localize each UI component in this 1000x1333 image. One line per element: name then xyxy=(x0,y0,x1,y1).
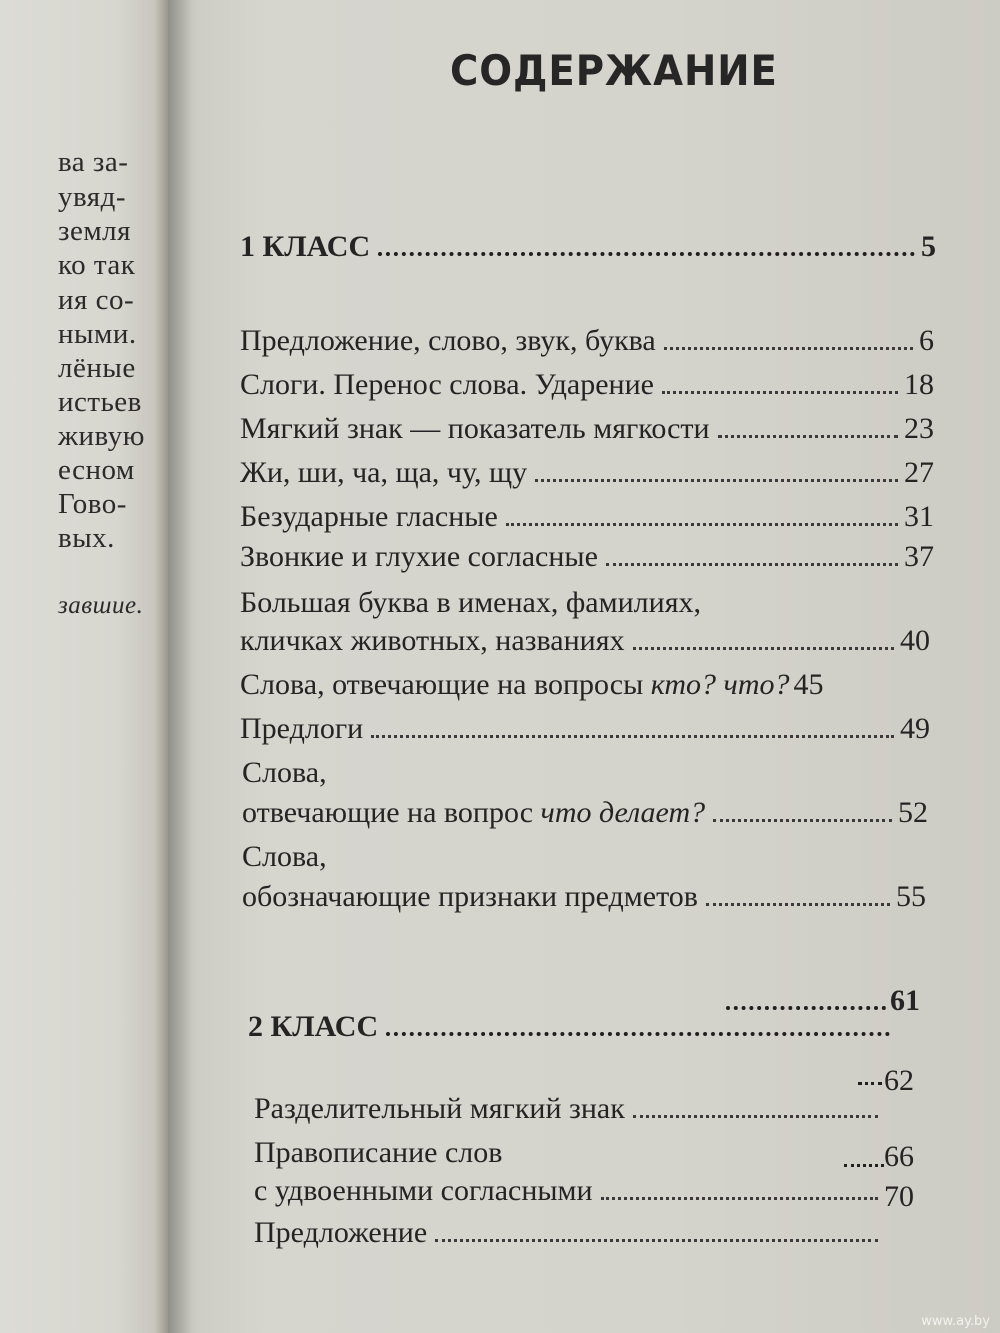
toc-entry-page: 70 xyxy=(884,1180,914,1213)
page-title: СОДЕРЖАНИЕ xyxy=(450,46,778,95)
toc-entry-label: Мягкий знак — показатель мягкости xyxy=(240,412,710,445)
dot-leader xyxy=(378,252,915,256)
prev-page-text-line: ко так xyxy=(58,249,136,281)
prev-page-text-line: ва за- xyxy=(58,146,129,178)
toc-entry-page: 37 xyxy=(904,540,934,573)
toc-entry xyxy=(254,1218,884,1248)
toc-entry-label: с удвоенными согласными xyxy=(254,1174,593,1207)
prev-page-text-line: живую xyxy=(58,420,145,452)
dot-leader xyxy=(506,523,898,526)
dot-leader xyxy=(606,563,898,566)
dot-leader xyxy=(662,391,898,394)
toc-entry-text: отвечающие на вопрос xyxy=(242,796,541,829)
toc-entry xyxy=(254,1094,884,1124)
toc-entry-first-line: Слова, xyxy=(242,840,327,873)
prev-page-text-line: Гово- xyxy=(58,488,127,520)
dot-leader xyxy=(535,479,898,482)
previous-page xyxy=(0,0,168,1333)
dot-leader xyxy=(858,1082,882,1085)
dot-leader xyxy=(633,647,894,650)
toc-entry-page: 66 xyxy=(884,1140,914,1173)
toc-entry-label: Звонкие и глухие согласные xyxy=(240,540,598,573)
section-page-number: 61 xyxy=(890,984,920,1017)
toc-entry-page: 55 xyxy=(896,880,926,913)
prev-page-text-line: увяд- xyxy=(58,181,127,213)
section-heading-grade-1 xyxy=(240,232,936,262)
dot-leader xyxy=(713,819,892,822)
watermark: www.ay.by xyxy=(921,1314,990,1329)
toc-entry-page: 31 xyxy=(904,500,934,533)
toc-entry xyxy=(240,370,934,400)
toc-entry-label: Безударные гласные xyxy=(240,500,498,533)
prev-page-text-line: вых. xyxy=(58,522,115,554)
toc-entry xyxy=(240,326,934,356)
toc-entry xyxy=(254,1176,884,1206)
toc-entry-page: 62 xyxy=(884,1064,914,1097)
dot-leader xyxy=(664,347,913,350)
dot-leader xyxy=(386,1032,890,1036)
toc-entry-first-line: Большая буква в именах, фамилиях, xyxy=(240,586,701,619)
dot-leader xyxy=(706,903,890,906)
prev-page-text-line: ия со- xyxy=(58,284,135,316)
dot-leader xyxy=(718,435,898,438)
toc-entry-italic: кто? что? xyxy=(650,668,790,701)
prev-page-text-line: есном xyxy=(58,454,135,486)
toc-entry-label: Предложение xyxy=(254,1216,428,1249)
toc-entry xyxy=(240,502,934,532)
toc-entry-page: 45 xyxy=(793,668,824,701)
prev-page-text-line: истьев xyxy=(58,386,142,418)
dot-leader xyxy=(371,735,894,738)
section-heading-grade-2 xyxy=(248,1012,896,1042)
toc-entry xyxy=(240,714,930,744)
section-heading-label: 2 КЛАСС xyxy=(248,1010,379,1043)
prev-page-text-line: лёные xyxy=(58,352,136,384)
toc-entry-text: Слова, отвечающие на вопросы xyxy=(240,668,651,701)
toc-entry-page: 40 xyxy=(900,624,930,657)
dot-leader xyxy=(435,1239,878,1242)
toc-entry xyxy=(240,542,934,572)
toc-entry-label: кличках животных, названиях xyxy=(240,624,625,657)
toc-entry-page: 23 xyxy=(904,412,934,445)
toc-entry xyxy=(242,798,928,828)
toc-entry-page: 49 xyxy=(900,712,930,745)
toc-entry xyxy=(242,882,926,912)
gutter-shadow xyxy=(168,0,192,1333)
toc-entry-page: 52 xyxy=(898,796,928,829)
toc-entry xyxy=(240,458,934,488)
toc-entry-page: 27 xyxy=(904,456,934,489)
contents-page xyxy=(168,0,1000,1333)
dot-leader xyxy=(601,1197,878,1200)
toc-entry-page: 18 xyxy=(904,368,934,401)
dot-leader xyxy=(633,1115,878,1118)
dot-leader xyxy=(726,1006,886,1010)
section-page-number: 5 xyxy=(921,230,936,263)
toc-entry-label: обозначающие признаки предметов xyxy=(242,880,698,913)
prev-page-italic-line: завшие. xyxy=(58,592,144,619)
toc-entry-label xyxy=(240,670,790,700)
dot-leader xyxy=(844,1164,884,1167)
toc-entry xyxy=(240,670,930,700)
section-heading-label: 1 КЛАСС xyxy=(240,230,371,263)
toc-entry-label: Предлоги xyxy=(240,712,364,745)
toc-entry-first-line: Правописание слов xyxy=(254,1136,503,1169)
toc-entry-page: 6 xyxy=(919,324,934,357)
prev-page-text-line: ными. xyxy=(58,318,137,350)
toc-entry-first-line: Слова, xyxy=(242,756,327,789)
toc-entry-label: Слоги. Перенос слова. Ударение xyxy=(240,368,654,401)
toc-entry xyxy=(240,414,934,444)
toc-entry-label: Разделительный мягкий знак xyxy=(254,1092,625,1125)
toc-entry-italic: что делает? xyxy=(540,796,706,829)
toc-entry xyxy=(240,626,930,656)
toc-entry-label: Жи, ши, ча, ща, чу, щу xyxy=(240,456,528,489)
toc-entry-label: Предложение, слово, звук, буква xyxy=(240,324,656,357)
prev-page-text-line: земля xyxy=(58,215,131,247)
toc-entry-label xyxy=(242,798,705,828)
